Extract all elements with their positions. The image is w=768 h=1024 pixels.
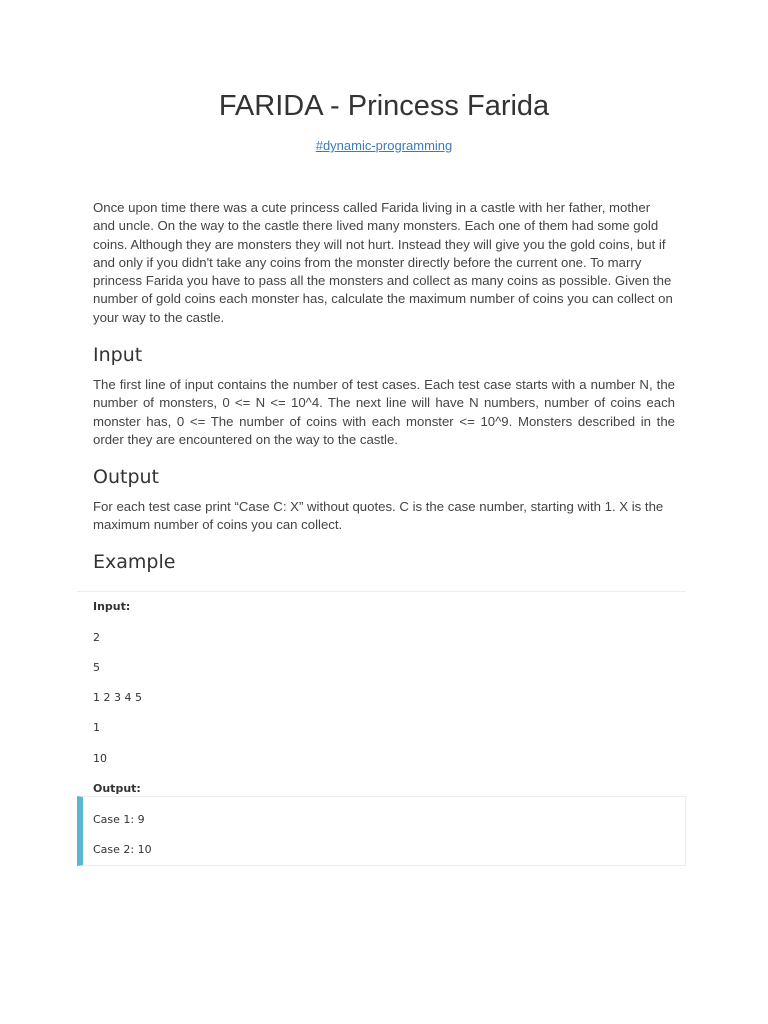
input-heading: Input [93, 344, 143, 366]
example-input-label: Input: [93, 600, 131, 613]
output-description [93, 498, 675, 535]
input-text: The first line of input contains the number of test cases. Each test case starts with a number N, the number of monsters, 0 <= N <= 10^4. The next line will have N numbers, number of coins each monster has, 0 <= The number of coins with each monster <= 10^9. Monsters described in the order they are encountered on the way to the castle. [93, 377, 675, 447]
example-output-label: Output: [93, 782, 141, 795]
example-heading: Example [93, 551, 176, 573]
description-text: Once upon time there was a cute princess called Farida living in a castle with her father, mother and uncle. On the way to the castle there lived many monsters. Each one of them had some gold coins. Although they are monsters they will not hurt. Instead they will give you the gold coins, but if and only if you didn't take any coins from the monster directly before the current one. To marry princess Farida you have to pass all the monsters and collect as many coins as possible. Given the number of gold coins each monster has, calculate the maximum number of coins you can collect on your way to the castle. [93, 200, 673, 325]
tag-link-dynamic-programming[interactable]: #dynamic-programming [315, 138, 453, 153]
example-input-line: 1 [93, 721, 100, 734]
output-text: For each test case print “Case C: X” without quotes. C is the case number, starting with 1. X is the maximum number of coins you can collect. [93, 499, 664, 533]
example-output-line: Case 2: 10 [93, 843, 152, 856]
problem-description [93, 199, 675, 327]
example-output-box [77, 796, 686, 866]
example-output-line: Case 1: 9 [93, 813, 145, 826]
input-description [93, 376, 675, 449]
tag-container [0, 138, 768, 153]
example-input-line: 2 [93, 631, 100, 644]
output-heading: Output [93, 466, 159, 488]
example-input-line: 10 [93, 752, 107, 765]
example-input-line: 5 [93, 661, 100, 674]
page-title: FARIDA - Princess Farida [218, 90, 550, 122]
example-input-line: 1 2 3 4 5 [93, 691, 142, 704]
